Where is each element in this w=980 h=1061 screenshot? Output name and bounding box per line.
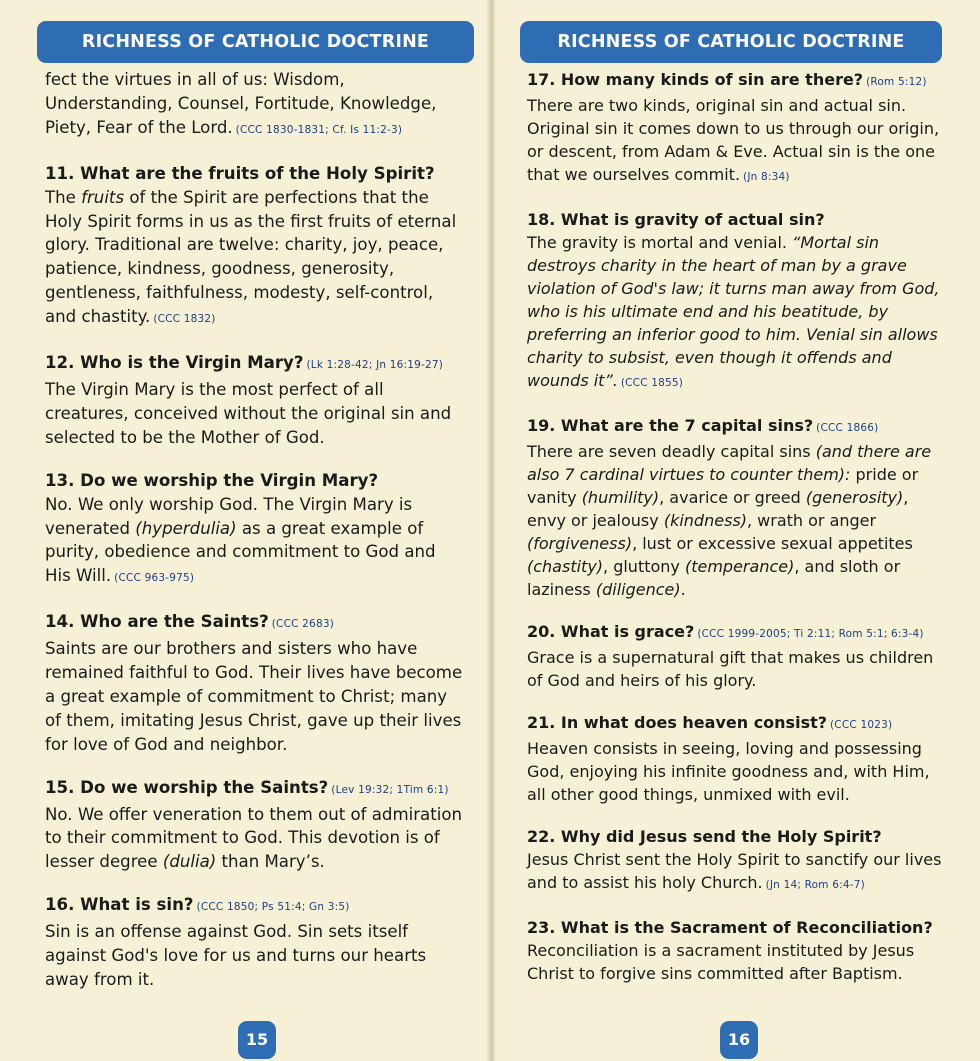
question: 23. What is the Sacrament of Reconciliation?	[527, 918, 933, 937]
virtue-label: (humility)	[581, 488, 660, 507]
reference: (CCC 1830-1831; Cf. Is 11:2-3)	[235, 123, 403, 136]
answer	[45, 493, 463, 592]
question-line	[45, 351, 463, 378]
page-number: 16	[720, 1021, 758, 1059]
answer-emphasis: (and there are also 7 cardinal virtues to counter them):	[527, 442, 932, 484]
page-number: 15	[238, 1021, 276, 1059]
answer-text: .	[680, 580, 686, 599]
continued-paragraph	[45, 68, 463, 143]
virtue-label: (chastity)	[527, 557, 604, 576]
qa-21	[527, 711, 947, 806]
answer-text: of the Spirit are perfections that the Holy Spirit forms in us as the first fruits of eternal glory. Traditional are twelve: charity, joy, peace, patience, kindness, goodness, generosity, gentleness, faithfulness, modesty, self-control, and chastity.	[45, 187, 457, 327]
question: 19. What are the 7 capital sins?	[527, 416, 814, 435]
reference: (CCC 1855)	[620, 377, 684, 389]
virtue-label: (kindness)	[663, 511, 747, 530]
question-line	[45, 776, 463, 803]
question-line	[527, 68, 947, 94]
qa-16	[45, 893, 463, 992]
answer-text: as a great example of purity, obedience and commitment to God and His Will.	[45, 518, 436, 586]
qa-22	[527, 825, 947, 897]
answer: Heaven consists in seeing, loving and possessing God, enjoying his infinite goodness and, with Him, all other good things, unmixed with evil.	[527, 739, 930, 804]
page-content	[45, 68, 463, 1011]
reference: (Jn 8:34)	[743, 171, 790, 183]
question: 15. Do we worship the Saints?	[45, 777, 329, 797]
page-content	[527, 68, 947, 1004]
question-line	[527, 620, 947, 646]
answer-text: Jesus Christ sent the Holy Spirit to sanctify our lives and to assist his holy Church.	[527, 850, 942, 892]
qa-12	[45, 351, 463, 450]
qa-20	[527, 620, 947, 692]
qa-19	[527, 414, 947, 601]
answer-text: No. We offer veneration to them out of admiration to their commitment to God. This devotion is of lesser degree	[45, 804, 463, 872]
question: 16. What is sin?	[45, 895, 194, 915]
question: 20. What is grace?	[527, 622, 695, 641]
answer-text: There are seven deadly capital sins	[527, 442, 816, 461]
reference: (Rom 5:12)	[866, 76, 927, 88]
answer	[45, 186, 463, 332]
reference: (CCC 1866)	[816, 422, 879, 434]
qa-17	[527, 68, 947, 189]
answer-text: pride or vanity	[527, 465, 919, 507]
answer-text: The gravity is mortal and venial.	[527, 233, 793, 252]
question: 13. Do we worship the Virgin Mary?	[45, 470, 379, 490]
virtue-label: (temperance)	[684, 557, 795, 576]
answer-emphasis: (dulia)	[162, 852, 217, 872]
answer	[527, 231, 947, 395]
answer-quote: “Mortal sin destroys charity in the heart of man by a grave violation of God's law; it turns man away from God, who is his ultimate end and his beatitude, by preferring an inferior good to him. Venial sin allows charity to subsist, even though it offends and wounds it”.	[527, 233, 940, 390]
reference: (CCC 1023)	[830, 719, 893, 731]
question: 21. In what does heaven consist?	[527, 713, 828, 732]
answer: Grace is a supernatural gift that makes us children of God and heirs of his glory.	[527, 648, 934, 690]
question: 18. What is gravity of actual sin?	[527, 210, 825, 229]
answer	[527, 94, 947, 189]
question-line	[527, 414, 947, 440]
reference: (Jn 14; Rom 6:4-7)	[765, 879, 865, 891]
continued-text: fect the virtues in all of us: Wisdom, Understanding, Counsel, Fortitude, Knowledge, Piety, Fear of the Lord.	[45, 70, 437, 137]
answer	[527, 848, 947, 897]
reference: (Lev 19:32; 1Tim 6:1)	[331, 783, 449, 796]
answer-text: , gluttony	[603, 557, 685, 576]
reference: (CCC 2683)	[271, 618, 334, 631]
qa-15	[45, 776, 463, 875]
answer-text: No. We only worship God. The Virgin Mary is venerated	[45, 494, 413, 538]
page-header: RICHNESS OF CATHOLIC DOCTRINE	[37, 21, 474, 63]
reference: (CCC 1999-2005; Ti 2:11; Rom 5:1; 6:3-4)	[697, 628, 924, 640]
answer: The Virgin Mary is the most perfect of all creatures, conceived without the original sin and selected to be the Mother of God.	[45, 379, 452, 447]
qa-11	[45, 162, 463, 332]
answer-text: , and sloth or laziness	[527, 557, 901, 599]
question-line	[45, 893, 463, 920]
question: 14. Who are the Saints?	[45, 612, 269, 632]
answer-emphasis: fruits	[81, 187, 125, 207]
answer-text: There are two kinds, original sin and actual sin. Original sin it comes down to us through our origin, or descent, from Adam & Eve. Actual sin is the one that we ourselves commit.	[527, 96, 940, 184]
answer: Sin is an offense against God. Sin sets itself against God's love for us and turns our hearts away from it.	[45, 922, 427, 989]
answer: Reconciliation is a sacrament instituted by Jesus Christ to forgive sins committed after Baptism.	[527, 941, 915, 983]
page-header: RICHNESS OF CATHOLIC DOCTRINE	[520, 21, 942, 63]
qa-23	[527, 916, 947, 985]
question: 17. How many kinds of sin are there?	[527, 70, 864, 89]
reference: (CCC 1850; Ps 51:4; Gn 3:5)	[196, 901, 350, 914]
virtue-label: (forgiveness)	[527, 534, 633, 553]
qa-18	[527, 208, 947, 395]
question-line	[45, 610, 463, 637]
answer: Saints are our brothers and sisters who have remained faithful to God. Their lives have become a great example of commitment to Christ; many of them, imitating Jesus Christ, gave up their lives for love of God and neighbor.	[45, 639, 463, 754]
answer	[45, 803, 463, 875]
question: 11. What are the fruits of the Holy Spirit?	[45, 163, 435, 183]
virtue-label: (generosity)	[805, 488, 904, 507]
reference: (CCC 963-975)	[114, 572, 195, 585]
reference: (CCC 1832)	[153, 313, 216, 326]
answer-emphasis: (hyperdulia)	[135, 518, 237, 538]
answer	[527, 440, 947, 601]
page-16	[490, 0, 980, 1061]
question: 12. Who is the Virgin Mary?	[45, 353, 304, 373]
answer-text: , wrath or anger	[746, 511, 877, 530]
qa-14	[45, 610, 463, 756]
reference: (Lk 1:28-42; Jn 16:19-27)	[306, 359, 444, 372]
answer-text: , lust or excessive sexual appetites	[632, 534, 913, 553]
book-gutter	[486, 0, 496, 1061]
question-line	[527, 711, 947, 737]
answer-text: than Mary’s.	[216, 852, 325, 872]
virtue-label: (diligence)	[595, 580, 681, 599]
answer-text: , envy or jealousy	[527, 488, 909, 530]
question: 22. Why did Jesus send the Holy Spirit?	[527, 827, 882, 846]
qa-13	[45, 469, 463, 592]
answer-text: The	[45, 187, 82, 207]
answer-text: , avarice or greed	[659, 488, 806, 507]
